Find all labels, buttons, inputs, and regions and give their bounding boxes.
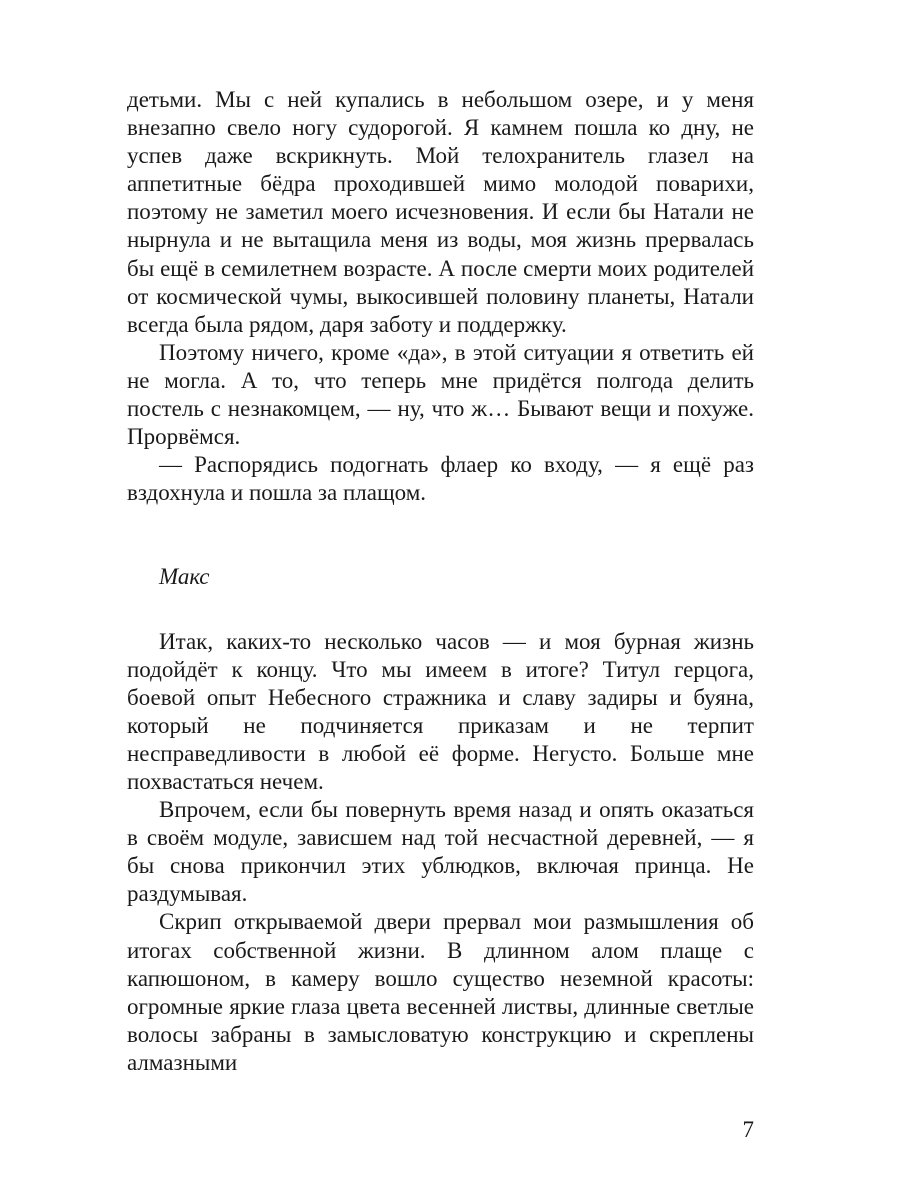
paragraph: Поэтому ничего, кроме «да», в этой ситуации я ответить ей не могла. А то, что теперь мне придётся полгода делить постель с незнакомцем, — ну, что ж… Бывают вещи и похуже. Прорвёмся. xyxy=(127,339,754,450)
paragraph: Впрочем, если бы повернуть время назад и опять оказаться в своём модуле, зависшем над той несчастной деревней, — я бы снова прикончил этих ублюдков, включая принца. Не раздумывая. xyxy=(127,797,754,907)
page-number: 7 xyxy=(742,1117,754,1142)
dialogue-paragraph: — Распорядись подогнать флаер ко входу, — я ещё раз вздохнула и пошла за плащом. xyxy=(127,452,754,506)
section-title: Макс xyxy=(159,564,210,590)
paragraph-continued: детьми. Мы с ней купались в небольшом озере, и у меня внезапно свело ногу судорогой. Я камнем пошла ко дну, не успев даже вскрикнуть. Мой телохранитель глазел на аппетитные бёдра проходившей мимо молодой поварихи, поэтому не заметил моего исчезновения. И если бы Натали не нырнула и не вытащила меня из воды, моя жизнь прервалась бы ещё в семилетнем возрасте. А после смерти моих родителей от космической чумы, выкосившей половину планеты, Натали всегда была рядом, даря заботу и поддержку. xyxy=(127,87,754,337)
paragraph: Итак, каких-то несколько часов — и моя бурная жизнь подойдёт к концу. Что мы имеем в итоге? Титул герцога, боевой опыт Небесного стражника и славу задиры и буяна, который не подчиняется приказам и не терпит несправедливости в любой её форме. Негусто. Больше мне похвастаться нечем. xyxy=(127,628,754,794)
paragraph: Скрип открываемой двери прервал мои размышления об итогах собственной жизни. В длинном алом плаще с капюшоном, в камеру вошло существо неземной красоты: огромные яркие глаза цвета весенней листвы, длинные светлые волосы забраны в замысловатую конструкцию и скреплены алмазными xyxy=(127,909,754,1075)
book-page xyxy=(127,86,754,1077)
